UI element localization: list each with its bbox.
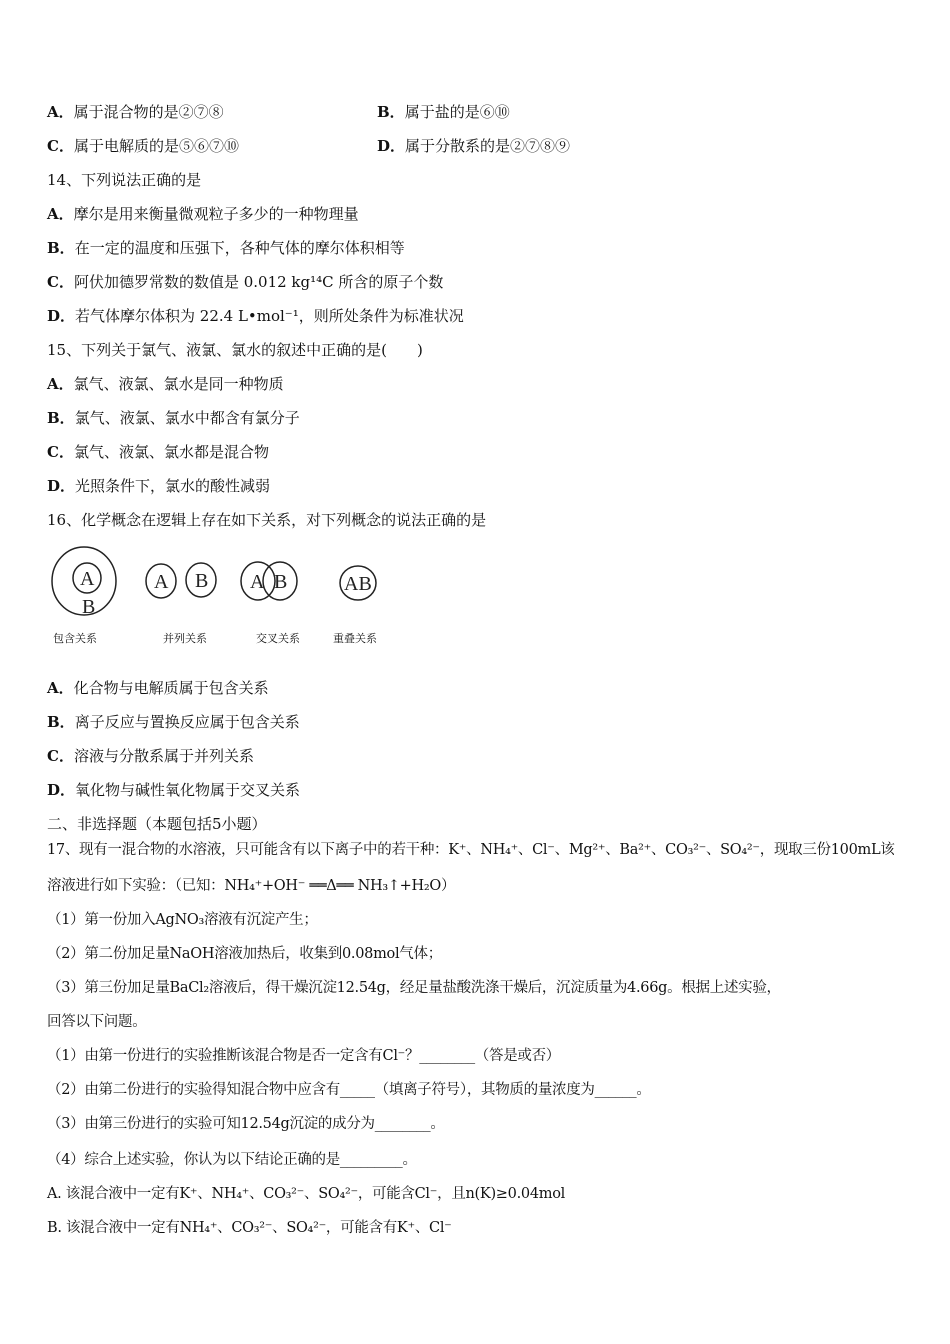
label-b: B (358, 573, 372, 595)
option-label: A． (47, 679, 74, 697)
q17-question-1: （1）由第一份进行的实验推断该混合物是否一定含有Cl⁻？________（答是或否） (47, 1048, 561, 1064)
option-label: A． (47, 375, 74, 393)
q15-stem: 15、下列关于氯气、液氯、氯水的叙述中正确的是( ) (47, 341, 423, 359)
q15-option-c (47, 442, 269, 462)
option-label: C． (47, 747, 74, 765)
relation-diagrams (45, 545, 405, 630)
q14-option-c (47, 272, 443, 292)
q16-stem: 16、化学概念在逻辑上存在如下关系，对下列概念的说法正确的是 (47, 511, 487, 529)
q17-tail: 回答以下问题。 (47, 1014, 147, 1030)
option-label: B． (47, 713, 75, 731)
q17-question-3: （3）由第三份进行的实验可知12.54g沉淀的成分为________。 (47, 1116, 445, 1132)
option-label: C． (47, 443, 74, 461)
q13-option-b (377, 102, 510, 122)
q16-option-c (47, 746, 254, 766)
option-label: C． (47, 137, 74, 155)
option-text: 摩尔是用来衡量微观粒子多少的一种物理量 (73, 205, 359, 223)
concept-relations-figure (45, 545, 405, 650)
option-label: B． (377, 103, 405, 121)
q14-option-d (47, 306, 464, 326)
option-text: 氯气、液氯、氯水都是混合物 (73, 443, 269, 461)
label-b: B (195, 570, 209, 592)
q16-option-d (47, 780, 300, 800)
q17-stem-line2: 溶液进行如下实验：（已知：NH₄⁺+OH⁻ ══Δ══ NH₃↑+H₂O） (47, 878, 456, 894)
option-text: 氯气、液氯、氯水中都含有氯分子 (74, 409, 300, 427)
parallel-diagram (146, 563, 216, 598)
q13-option-c (47, 136, 239, 156)
caption-inclusion: 包含关系 (53, 632, 97, 645)
option-label: A． (47, 103, 74, 121)
option-label: C． (47, 273, 74, 291)
option-text: 光照条件下，氯水的酸性减弱 (75, 477, 271, 495)
option-text: 属于混合物的是②⑦⑧ (73, 103, 224, 121)
section-heading: 二、非选择题（本题包括5小题） (47, 815, 267, 833)
q13-option-a (47, 102, 224, 122)
q17-option-a: A. 该混合液中一定有K⁺、NH₄⁺、CO₃²⁻、SO₄²⁻，可能含Cl⁻，且n(K)≥0.04mol (47, 1186, 565, 1202)
option-text: 阿伏加德罗常数的数值是 0.012 kg¹⁴C 所含的原子个数 (73, 273, 444, 291)
option-text: 属于盐的是⑥⑩ (404, 103, 510, 121)
caption-overlap: 重叠关系 (333, 632, 377, 645)
q17-option-b: B. 该混合液中一定有NH₄⁺、CO₃²⁻、SO₄²⁻，可能含有K⁺、Cl⁻ (47, 1220, 452, 1236)
overlap-diagram (340, 566, 376, 600)
overlap-labels (344, 573, 372, 595)
option-text: 溶液与分散系属于并列关系 (73, 747, 254, 765)
option-text: 若气体摩尔体积为 22.4 L•mol⁻¹，则所处条件为标准状况 (75, 307, 464, 325)
intersection-diagram (241, 562, 297, 600)
q15-option-a (47, 374, 284, 394)
q17-experiment-1: （1）第一份加入AgNO₃溶液有沉淀产生； (47, 912, 318, 928)
option-text: 属于分散系的是②⑦⑧⑨ (405, 137, 571, 155)
q14-option-a (47, 204, 359, 224)
option-label: D． (47, 477, 76, 495)
option-text: 离子反应与置换反应属于包含关系 (74, 713, 300, 731)
q16-option-b (47, 712, 300, 732)
q13-option-d (377, 136, 570, 156)
q14-stem: 14、下列说法正确的是 (47, 171, 202, 189)
label-a: A (250, 571, 265, 593)
option-label: A． (47, 205, 74, 223)
option-label: D． (377, 137, 406, 155)
option-text: 在一定的温度和压强下，各种气体的摩尔体积相等 (74, 239, 405, 257)
label-a: A (344, 573, 359, 595)
option-label: D． (47, 307, 76, 325)
q17-question-2: （2）由第二份进行的实验得知混合物中应含有_____（填离子符号），其物质的量浓度为______。 (47, 1082, 651, 1098)
option-label: B． (47, 239, 75, 257)
caption-intersection: 交叉关系 (256, 632, 300, 645)
caption-parallel: 并列关系 (163, 632, 207, 645)
label-b: B (274, 571, 288, 593)
q14-option-b (47, 238, 405, 258)
option-text: 属于电解质的是⑤⑥⑦⑩ (73, 137, 239, 155)
q17-question-4: （4）综合上述实验，你认为以下结论正确的是_________。 (47, 1152, 417, 1168)
q17-experiment-2: （2）第二份加足量NaOH溶液加热后，收集到0.08mol气体； (47, 946, 442, 962)
option-label: D． (47, 781, 76, 799)
option-text: 化合物与电解质属于包含关系 (73, 679, 269, 697)
q15-option-d (47, 476, 270, 496)
label-a: A (154, 571, 169, 593)
option-text: 氧化物与碱性氧化物属于交叉关系 (75, 781, 301, 799)
option-label: B． (47, 409, 75, 427)
q17-stem-line1: 17、现有一混合物的水溶液，只可能含有以下离子中的若干种：K⁺、NH₄⁺、Cl⁻、Mg²⁺、Ba²⁺、CO₃²⁻、SO₄²⁻，现取三份100mL该 (47, 842, 895, 858)
inclusion-diagram (52, 547, 116, 618)
option-text: 氯气、液氯、氯水是同一种物质 (73, 375, 284, 393)
label-b: B (82, 596, 96, 618)
label-a: A (80, 568, 95, 590)
q17-experiment-3: （3）第三份加足量BaCl₂溶液后，得干燥沉淀12.54g，经足量盐酸洗涤干燥后，沉淀质量为4.66g。根据上述实验， (47, 980, 781, 996)
q15-option-b (47, 408, 300, 428)
q16-option-a (47, 678, 269, 698)
